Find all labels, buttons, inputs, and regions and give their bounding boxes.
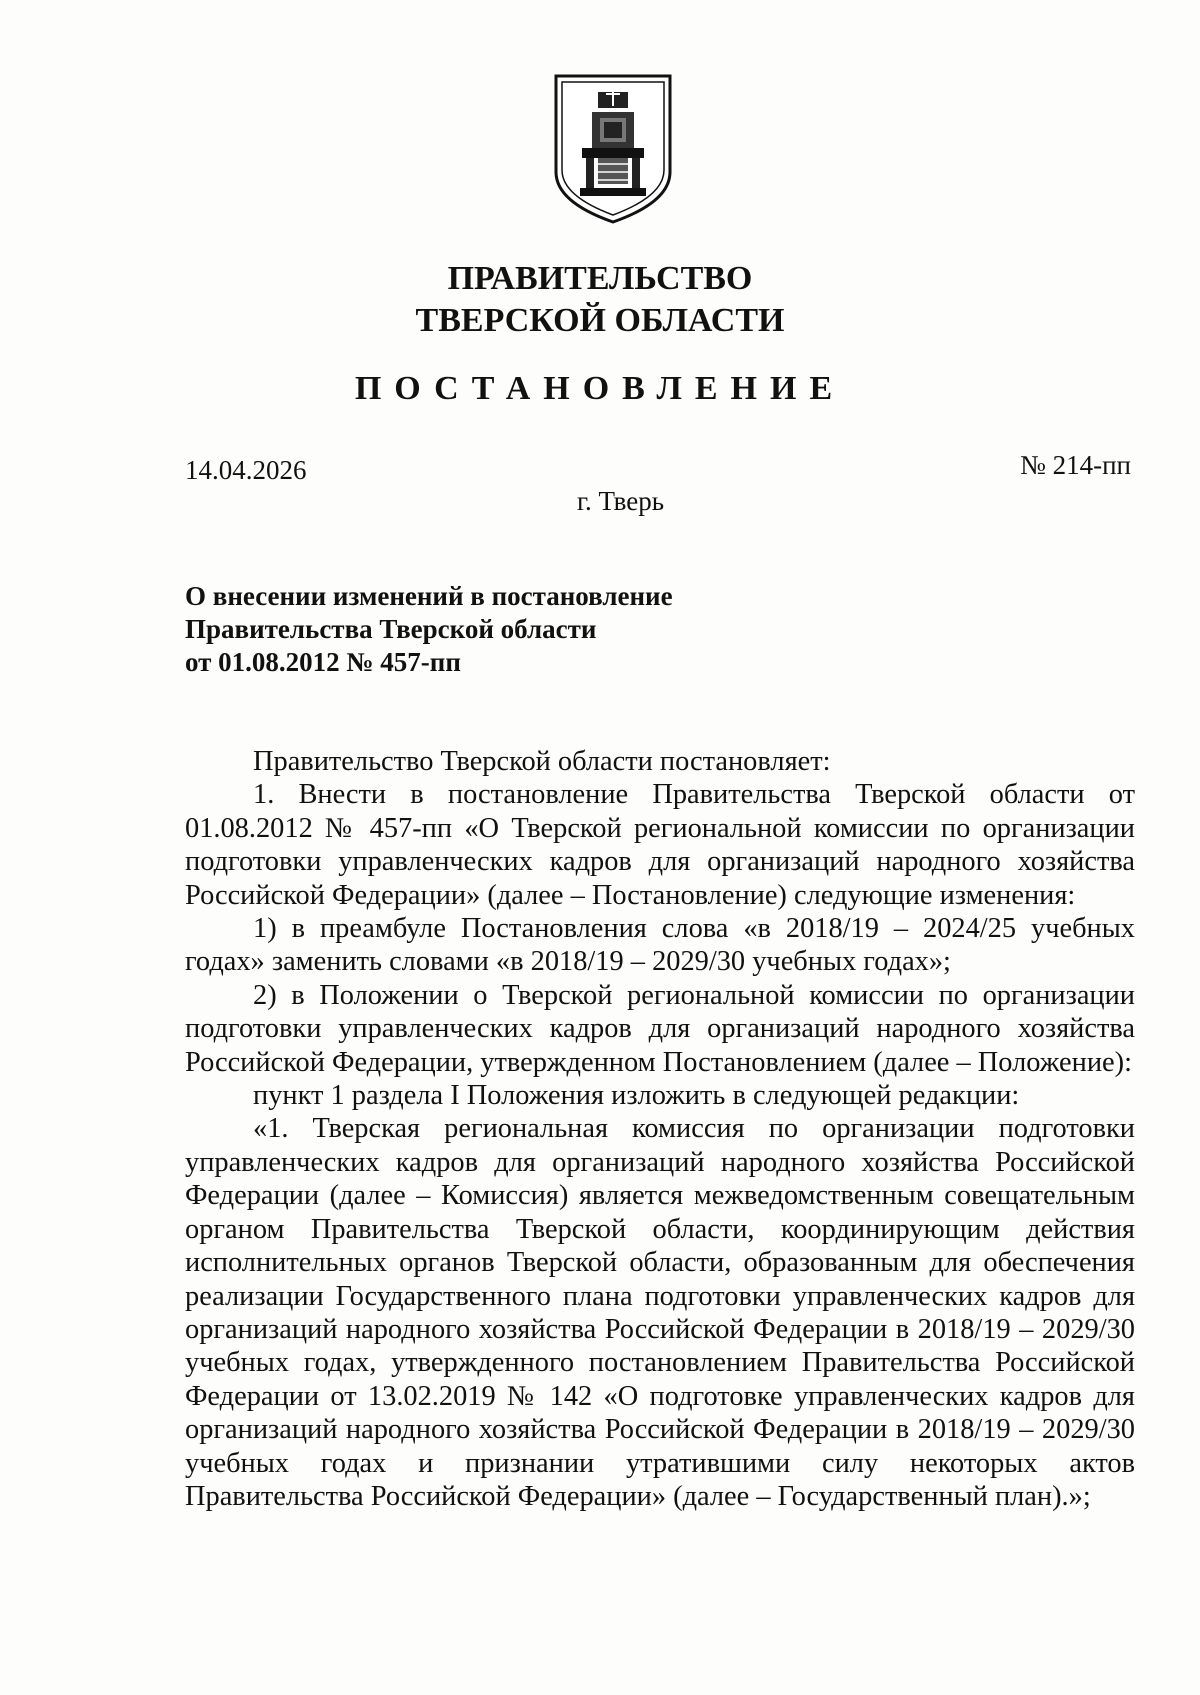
- document-subject: [185, 580, 885, 679]
- body-paragraph-preamble: Правительство Тверской области постановляет:: [253, 746, 831, 777]
- body-paragraph-item-1: 1. Внести в постановление Правительства Тверской области от 01.08.2012 № 457-пп «О Тверской региональной комиссии по организации подготовки управленческих кадров для организаций народного хозяйства Российской Федерации» (далее – Постановление) следующие изменения:: [185, 779, 1135, 911]
- document-number: № 214-пп: [1020, 450, 1131, 480]
- org-name-line1: ПРАВИТЕЛЬСТВО: [447, 260, 753, 297]
- body-paragraph-subitem-2: 2) в Положении о Тверской региональной комиссии по организации подготовки управленческих кадров для организаций народного хозяйства Российской Федерации, утвержденном Постановлением (далее – Положение):: [185, 979, 1135, 1078]
- body-paragraph-subitem-1: 1) в преамбуле Постановления слова «в 2018/19 – 2024/25 учебных годах» заменить словами «в 2018/19 – 2029/30 учебных годах»;: [185, 913, 1135, 978]
- body-paragraph-point-1: пункт 1 раздела I Положения изложить в следующей редакции:: [253, 1080, 1020, 1112]
- document-type-title: ПОСТАНОВЛЕНИЕ: [354, 370, 846, 407]
- subject-line2: Правительства Тверской области: [185, 614, 597, 644]
- body-paragraph-new-wording: «1. Тверская региональная комиссия по организации подготовки управленческих кадров для организаций народного хозяйства Российской Федерации (далее – Комиссия) является межведомственным совещательным органом Правительства Тверской области, координирующим действия исполнительных органов Тверской области, образованным для обеспечения реализации Государственного плана подготовки управленческих кадров для организаций народного хозяйства Российской Федерации в 2018/19 – 2029/30 учебных годах, утвержденного постановлением Правительства Российской Федерации от 13.02.2019 № 142 «О подготовке управленческих кадров для организаций народного хозяйства Российской Федерации в 2018/19 – 2029/30 учебных годах и признании утратившими силу некоторых актов Правительства Российской Федерации» (далее – Государственный план).»;: [185, 1113, 1135, 1512]
- subject-line1: О внесении изменений в постановление: [185, 581, 673, 611]
- subject-line3: от 01.08.2012 № 457-пп: [185, 647, 461, 677]
- document-body: [185, 745, 1135, 1513]
- org-name-line2: ТВЕРСКОЙ ОБЛАСТИ: [415, 302, 785, 339]
- document-city: г. Тверь: [577, 486, 665, 516]
- tver-coat-of-arms-icon: [552, 72, 674, 228]
- document-date: 14.04.2026: [185, 455, 307, 485]
